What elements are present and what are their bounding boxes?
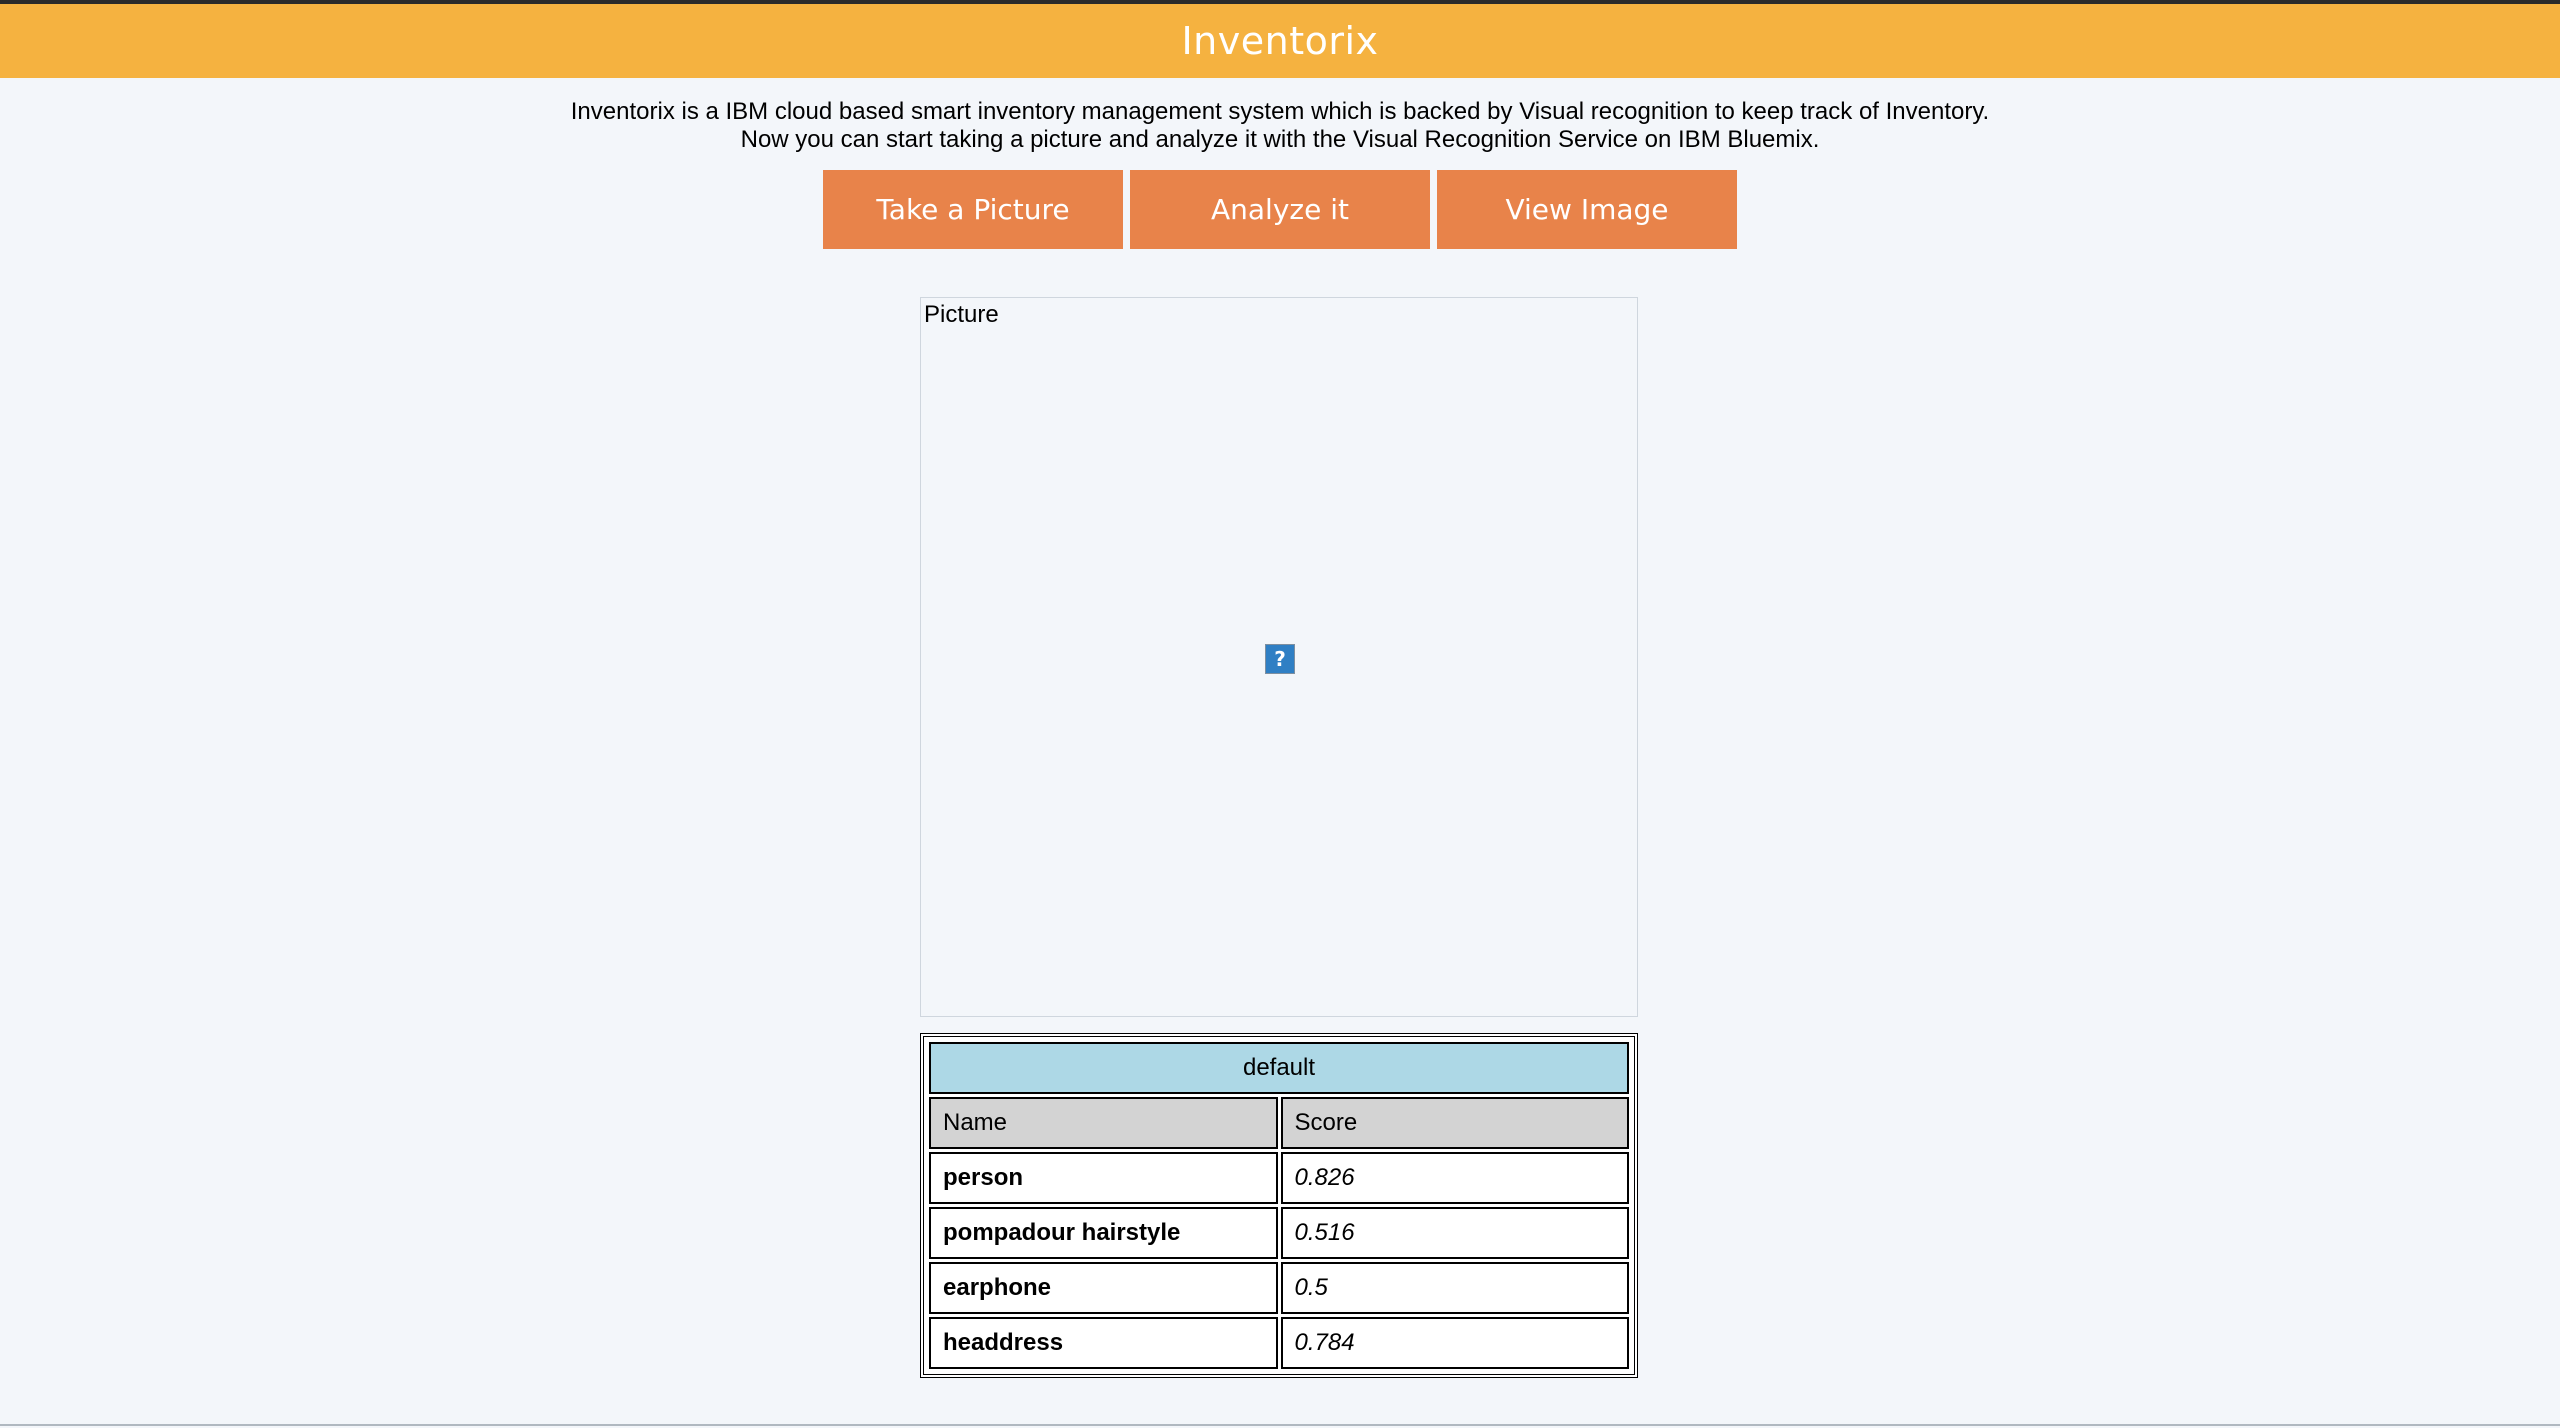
app-title: Inventorix bbox=[1181, 19, 1379, 63]
intro-text bbox=[0, 98, 2560, 154]
analyze-button[interactable]: Analyze it bbox=[1130, 170, 1430, 249]
class-score: 0.5 bbox=[1281, 1262, 1630, 1314]
class-name: headdress bbox=[929, 1317, 1278, 1369]
table-row bbox=[929, 1317, 1629, 1369]
class-name: person bbox=[929, 1152, 1278, 1204]
classifier-caption: default bbox=[929, 1042, 1629, 1094]
bottom-divider bbox=[0, 1424, 2560, 1426]
table-row bbox=[929, 1207, 1629, 1259]
picture-frame bbox=[920, 297, 1638, 1017]
column-header-name: Name bbox=[929, 1097, 1278, 1149]
picture-label: Picture bbox=[924, 301, 999, 328]
class-score: 0.784 bbox=[1281, 1317, 1630, 1369]
broken-image-icon: ? bbox=[1265, 644, 1295, 674]
class-score: 0.516 bbox=[1281, 1207, 1630, 1259]
view-image-button[interactable]: View Image bbox=[1437, 170, 1737, 249]
class-score: 0.826 bbox=[1281, 1152, 1630, 1204]
take-picture-button[interactable]: Take a Picture bbox=[823, 170, 1123, 249]
intro-line-1: Inventorix is a IBM cloud based smart inventory management system which is backed by Visual recognition to keep track of Inventory. bbox=[570, 98, 1990, 125]
results-table bbox=[920, 1033, 1638, 1378]
table-row bbox=[929, 1262, 1629, 1314]
table-row bbox=[929, 1152, 1629, 1204]
column-header-score: Score bbox=[1281, 1097, 1630, 1149]
intro-line-2: Now you can start taking a picture and analyze it with the Visual Recognition Service on IBM Bluemix. bbox=[740, 126, 1820, 153]
class-name: pompadour hairstyle bbox=[929, 1207, 1278, 1259]
action-buttons bbox=[823, 170, 1737, 249]
class-name: earphone bbox=[929, 1262, 1278, 1314]
app-header bbox=[0, 4, 2560, 78]
